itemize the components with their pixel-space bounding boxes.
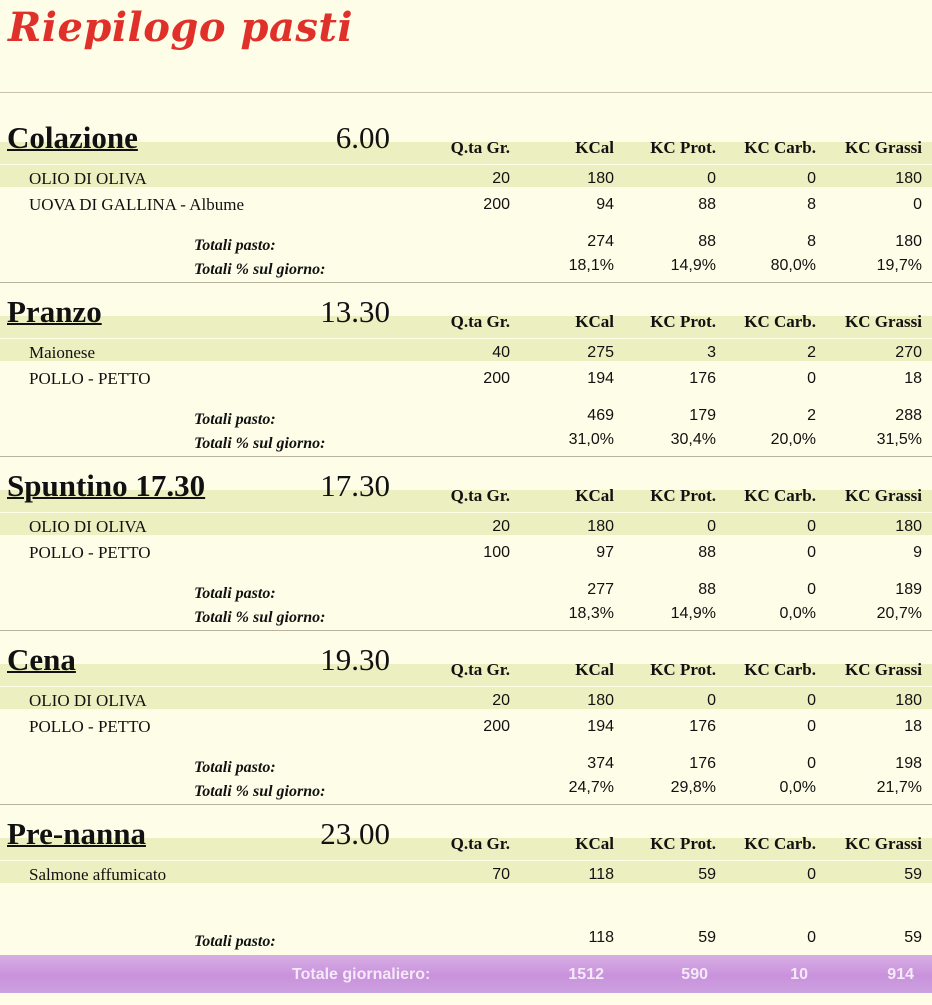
food-qta: 20 <box>492 692 510 709</box>
meal-name: Pranzo <box>7 294 102 329</box>
percent-kcal: 24,7% <box>568 779 614 796</box>
percent-kcal: 18,3% <box>568 605 614 622</box>
daily-total-bar <box>0 955 932 993</box>
food-qta: 200 <box>483 196 510 213</box>
food-kcal: 180 <box>587 692 614 709</box>
food-name: Maionese <box>29 343 96 362</box>
food-grassi: 59 <box>904 866 922 883</box>
daily-total-label: Totale giornaliero: <box>292 966 431 983</box>
food-prot: 88 <box>698 544 716 561</box>
percent-grassi: 31,5% <box>876 431 922 448</box>
totals-percent-label: Totali % sul giorno: <box>194 261 326 278</box>
column-header-qta: Q.ta Gr. <box>450 138 510 157</box>
meal-section <box>0 118 932 293</box>
food-grassi: 180 <box>895 692 922 709</box>
column-header-qta: Q.ta Gr. <box>450 834 510 853</box>
meal-time: 19.30 <box>320 642 390 677</box>
total-prot: 179 <box>689 407 716 424</box>
total-kcal: 374 <box>587 755 614 772</box>
total-kcal: 469 <box>587 407 614 424</box>
percent-prot: 30,4% <box>670 431 716 448</box>
food-carb: 0 <box>807 718 816 735</box>
column-header-grassi: KC Grassi <box>845 486 922 505</box>
food-row <box>0 862 932 888</box>
column-header-carb: KC Carb. <box>744 834 816 853</box>
food-kcal: 194 <box>587 718 614 735</box>
percent-prot: 14,9% <box>670 605 716 622</box>
food-row <box>0 514 932 540</box>
percent-grassi: 20,7% <box>876 605 922 622</box>
daily-total-grassi: 914 <box>887 966 914 983</box>
food-qta: 40 <box>492 344 510 361</box>
food-prot: 0 <box>707 518 716 535</box>
meal-section <box>0 640 932 815</box>
food-qta: 20 <box>492 170 510 187</box>
food-qta: 70 <box>492 866 510 883</box>
food-row <box>0 340 932 366</box>
column-header-carb: KC Carb. <box>744 138 816 157</box>
food-kcal: 194 <box>587 370 614 387</box>
total-grassi: 189 <box>895 581 922 598</box>
food-carb: 0 <box>807 544 816 561</box>
food-row <box>0 714 932 740</box>
food-qta: 200 <box>483 370 510 387</box>
column-header-grassi: KC Grassi <box>845 312 922 331</box>
column-header-carb: KC Carb. <box>744 312 816 331</box>
column-header-kcal: KCal <box>575 486 614 505</box>
food-carb: 0 <box>807 170 816 187</box>
meal-divider <box>0 804 932 805</box>
food-name: OLIO DI OLIVA <box>29 169 147 188</box>
column-header-qta: Q.ta Gr. <box>450 312 510 331</box>
food-name: POLLO - PETTO <box>29 717 151 736</box>
food-carb: 8 <box>807 196 816 213</box>
food-kcal: 94 <box>596 196 614 213</box>
food-kcal: 275 <box>587 344 614 361</box>
total-carb: 0 <box>807 755 816 772</box>
total-kcal: 118 <box>588 929 614 946</box>
column-header-qta: Q.ta Gr. <box>450 486 510 505</box>
food-name: OLIO DI OLIVA <box>29 517 147 536</box>
food-qta: 20 <box>492 518 510 535</box>
food-grassi: 180 <box>895 170 922 187</box>
food-prot: 0 <box>707 692 716 709</box>
percent-carb: 20,0% <box>770 431 816 448</box>
meal-divider <box>0 282 932 283</box>
meal-time: 23.00 <box>320 816 390 851</box>
food-carb: 2 <box>807 344 816 361</box>
food-qta: 100 <box>483 544 510 561</box>
food-grassi: 270 <box>895 344 922 361</box>
food-name: POLLO - PETTO <box>29 369 151 388</box>
meal-time: 6.00 <box>335 120 390 155</box>
food-row <box>0 540 932 566</box>
page-title: Riepilogo pasti <box>8 4 354 51</box>
column-header-kcal: KCal <box>575 312 614 331</box>
percent-prot: 29,8% <box>670 779 716 796</box>
totals-percent-label: Totali % sul giorno: <box>194 609 326 626</box>
total-carb: 8 <box>807 233 816 250</box>
percent-grassi: 19,7% <box>876 257 922 274</box>
food-carb: 0 <box>807 866 816 883</box>
meal-divider <box>0 456 932 457</box>
column-header-prot: KC Prot. <box>650 312 716 331</box>
food-carb: 0 <box>807 692 816 709</box>
meal-time: 17.30 <box>320 468 390 503</box>
percent-kcal: 31,0% <box>568 431 614 448</box>
meal-section <box>0 292 932 467</box>
percent-kcal: 18,1% <box>568 257 614 274</box>
meal-name: Pre-nanna <box>7 816 146 851</box>
percent-carb: 0,0% <box>779 605 816 622</box>
totals-percent-label: Totali % sul giorno: <box>194 435 326 452</box>
food-prot: 176 <box>689 718 716 735</box>
column-header-kcal: KCal <box>575 138 614 157</box>
column-header-grassi: KC Grassi <box>845 138 922 157</box>
totals-percent-label: Totali % sul giorno: <box>194 783 326 800</box>
column-header-prot: KC Prot. <box>650 834 716 853</box>
totals-pasto-label: Totali pasto: <box>194 759 276 776</box>
meal-time: 13.30 <box>320 294 390 329</box>
food-kcal: 180 <box>587 170 614 187</box>
meal-name: Spuntino 17.30 <box>7 468 206 503</box>
column-header-grassi: KC Grassi <box>845 834 922 853</box>
daily-total-kcal: 1512 <box>568 966 604 983</box>
column-header-prot: KC Prot. <box>650 660 716 679</box>
food-kcal: 97 <box>596 544 614 561</box>
percent-carb: 80,0% <box>770 257 816 274</box>
column-header-kcal: KCal <box>575 834 614 853</box>
column-header-grassi: KC Grassi <box>845 660 922 679</box>
meal-name: Cena <box>7 642 76 677</box>
totals-pasto-label: Totali pasto: <box>194 237 276 254</box>
daily-total-prot: 590 <box>681 966 708 983</box>
total-kcal: 277 <box>587 581 614 598</box>
total-carb: 2 <box>807 407 816 424</box>
total-grassi: 180 <box>895 233 922 250</box>
total-prot: 88 <box>698 581 716 598</box>
food-prot: 3 <box>707 344 716 361</box>
total-grassi: 288 <box>895 407 922 424</box>
total-carb: 0 <box>807 929 816 946</box>
meal-section <box>0 466 932 641</box>
food-name: OLIO DI OLIVA <box>29 691 147 710</box>
food-name: UOVA DI GALLINA - Albume <box>29 195 245 214</box>
meal-divider <box>0 630 932 631</box>
column-header-kcal: KCal <box>575 660 614 679</box>
percent-carb: 0,0% <box>779 779 816 796</box>
total-grassi: 198 <box>895 755 922 772</box>
total-prot: 88 <box>698 233 716 250</box>
food-row <box>0 688 932 714</box>
totals-pasto-label: Totali pasto: <box>194 411 276 428</box>
food-carb: 0 <box>807 370 816 387</box>
percent-grassi: 21,7% <box>876 779 922 796</box>
title-divider <box>0 92 932 93</box>
column-header-prot: KC Prot. <box>650 138 716 157</box>
food-grassi: 18 <box>904 718 922 735</box>
food-carb: 0 <box>807 518 816 535</box>
food-grassi: 180 <box>895 518 922 535</box>
column-header-carb: KC Carb. <box>744 486 816 505</box>
food-prot: 88 <box>698 196 716 213</box>
food-kcal: 180 <box>587 518 614 535</box>
food-name: POLLO - PETTO <box>29 543 151 562</box>
daily-total-carb: 10 <box>790 966 808 983</box>
food-name: Salmone affumicato <box>29 865 167 884</box>
food-kcal: 118 <box>588 866 614 883</box>
food-prot: 0 <box>707 170 716 187</box>
food-prot: 59 <box>698 866 716 883</box>
totals-pasto-label: Totali pasto: <box>194 585 276 602</box>
total-kcal: 274 <box>587 233 614 250</box>
food-grassi: 9 <box>913 544 922 561</box>
column-header-qta: Q.ta Gr. <box>450 660 510 679</box>
food-grassi: 18 <box>904 370 922 387</box>
total-prot: 176 <box>689 755 716 772</box>
food-row <box>0 166 932 192</box>
food-grassi: 0 <box>913 196 922 213</box>
total-carb: 0 <box>807 581 816 598</box>
column-header-prot: KC Prot. <box>650 486 716 505</box>
total-grassi: 59 <box>904 929 922 946</box>
food-row <box>0 192 932 218</box>
meal-name: Colazione <box>7 120 138 155</box>
totals-pasto-label: Totali pasto: <box>194 933 276 950</box>
food-qta: 200 <box>483 718 510 735</box>
food-prot: 176 <box>689 370 716 387</box>
column-header-carb: KC Carb. <box>744 660 816 679</box>
percent-prot: 14,9% <box>670 257 716 274</box>
total-prot: 59 <box>698 929 716 946</box>
food-row <box>0 366 932 392</box>
